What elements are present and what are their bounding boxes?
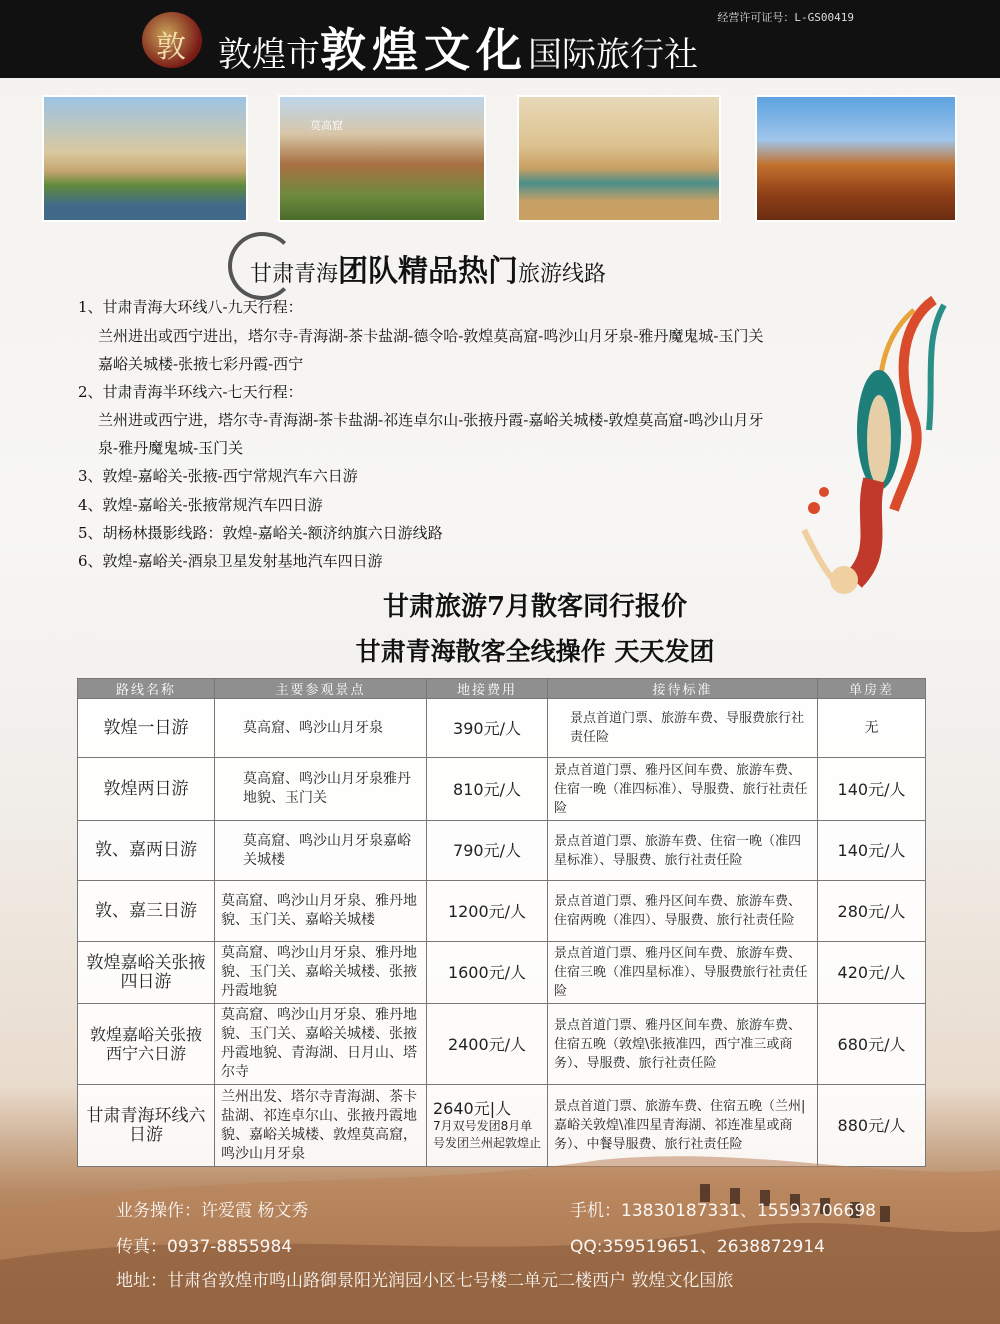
route-standard: 景点首道门票、雅丹区间车费、旅游车费、住宿五晚（敦煌\张掖准四，西宁准三或商务）、导服费、旅行社责任险 <box>548 1004 818 1085</box>
fee-value: 2400元/人 <box>447 1034 527 1054</box>
route-single-supplement: 420元/人 <box>818 942 926 1004</box>
route-standard: 景点首道门票、雅丹区间车费、旅游车费、住宿两晚（准四）、导服费、旅行社责任险 <box>548 881 818 942</box>
route-single-supplement: 140元/人 <box>818 821 926 881</box>
fee-value: 2640元|人 <box>433 1099 512 1118</box>
routes-title-main: 团队精品热门 <box>338 254 519 289</box>
fee-value: 1600元/人 <box>447 963 527 982</box>
route-fee <box>427 881 548 942</box>
photo-yardang <box>755 95 957 222</box>
contact-address: 地址：甘肃省敦煌市鸣山路御景阳光润园小区七号楼二单元二楼西户 敦煌文化国旅 <box>116 1271 734 1291</box>
contact-qq: QQ:359519651、2638872914 <box>570 1237 825 1257</box>
fee-value: 390元/人 <box>453 718 521 738</box>
route-standard: 景点首道门票、雅丹区间车费、旅游车费、住宿一晚（准四标准）、导服费、旅行社责任险 <box>548 758 818 821</box>
route-name: 敦、嘉两日游 <box>78 821 215 881</box>
route-line: 兰州进或西宁进，塔尔寺-青海湖-茶卡盐湖-祁连卓尔山-张掖丹霞-嘉峪关城楼-敦煌莫高窟-鸣沙山月牙 <box>98 411 764 429</box>
fee-note: 7月双号发团8月单号发团兰州起敦煌止 <box>433 1119 542 1150</box>
photo-mogao-caves <box>278 95 486 222</box>
route-name: 敦煌两日游 <box>78 758 215 821</box>
logo-glyph: 敦 <box>156 30 186 65</box>
route-line: 嘉峪关城楼-张掖七彩丹霞-西宁 <box>98 355 304 373</box>
route-name: 敦、嘉三日游 <box>78 881 215 942</box>
company-suffix: 国际旅行社 <box>528 35 698 75</box>
route-line: 4、敦煌-嘉峪关-张掖常规汽车四日游 <box>78 496 323 514</box>
license-number: 经营许可证号：L-GS00419 <box>717 11 854 24</box>
route-standard: 景点首道门票、雅丹区间车费、旅游车费、住宿三晚（准四星标准）、导服费旅行社责任险 <box>548 942 818 1004</box>
routes-title-suffix: 旅游线路 <box>518 262 607 287</box>
table-header-row <box>78 679 926 699</box>
route-single-supplement: 880元/人 <box>818 1085 926 1167</box>
route-fee <box>427 758 548 821</box>
col-header-sites: 主要参观景点 <box>215 679 427 699</box>
route-fee <box>427 1004 548 1085</box>
table-row <box>78 881 926 942</box>
header-bar <box>0 0 1000 78</box>
fee-value: 1200元/人 <box>447 901 527 921</box>
contact-phone: 手机：13830187331、15593706698 <box>570 1201 876 1221</box>
fee-value: 810元/人 <box>453 779 521 799</box>
table-row <box>78 699 926 758</box>
route-sites: 莫高窟、鸣沙山月牙泉嘉峪关城楼 <box>215 821 427 881</box>
route-fee <box>427 699 548 758</box>
route-sites: 莫高窟、鸣沙山月牙泉、雅丹地貌、玉门关、嘉峪关城楼、张掖丹霞地貌 <box>215 942 427 1004</box>
route-standard: 景点首道门票、旅游车费、导服费旅行社责任险 <box>548 699 818 758</box>
col-header-single-supplement: 单房差 <box>818 679 926 699</box>
company-logo <box>142 12 202 68</box>
route-line: 泉-雅丹魔鬼城-玉门关 <box>98 439 244 457</box>
routes-title-prefix: 甘肃青海 <box>250 262 339 287</box>
photo-crescent-lake <box>42 95 248 222</box>
route-single-supplement: 280元/人 <box>818 881 926 942</box>
route-line: 6、敦煌-嘉峪关-酒泉卫星发射基地汽车四日游 <box>78 552 383 570</box>
route-line: 兰州进出或西宁进出，塔尔寺-青海湖-茶卡盐湖-德令哈-敦煌莫高窟-鸣沙山月牙泉-雅丹魔鬼城-玉门关 <box>98 327 764 345</box>
photo-caption: 莫高窟 <box>310 119 343 132</box>
price-table <box>77 678 926 1167</box>
col-header-standard: 接待标准 <box>548 679 818 699</box>
table-row <box>78 821 926 881</box>
route-sites: 莫高窟、鸣沙山月牙泉雅丹地貌、玉门关 <box>215 758 427 821</box>
route-single-supplement: 680元/人 <box>818 1004 926 1085</box>
company-name <box>218 14 698 80</box>
route-single-supplement: 140元/人 <box>818 758 926 821</box>
route-sites: 兰州出发、塔尔寺青海湖、茶卡盐湖、祁连卓尔山、张掖丹霞地貌、嘉峪关城楼、敦煌莫高窟，鸣沙山月牙泉 <box>215 1085 427 1167</box>
route-single-supplement: 无 <box>818 699 926 758</box>
route-name: 敦煌一日游 <box>78 699 215 758</box>
route-name: 敦煌嘉峪关张掖四日游 <box>78 942 215 1004</box>
route-name: 敦煌嘉峪关张掖西宁六日游 <box>78 1004 215 1085</box>
route-standard: 景点首道门票、旅游车费、住宿一晚（准四星标准）、导服费、旅行社责任险 <box>548 821 818 881</box>
route-line: 2、甘肃青海半环线六-七天行程： <box>78 383 303 401</box>
company-prefix: 敦煌市 <box>218 35 320 75</box>
route-sites: 莫高窟、鸣沙山月牙泉 <box>215 699 427 758</box>
photo-oasis <box>517 95 721 222</box>
company-main: 敦煌文化 <box>320 23 528 77</box>
contact-operators: 业务操作：许爱霞 杨文秀 <box>116 1201 309 1221</box>
col-header-route: 路线名称 <box>78 679 215 699</box>
route-sites: 莫高窟、鸣沙山月牙泉、雅丹地貌、玉门关、嘉峪关城楼 <box>215 881 427 942</box>
price-subtitle: 甘肃青海散客全线操作 天天发团 <box>355 637 715 666</box>
route-line: 5、胡杨林摄影线路：敦煌-嘉峪关-额济纳旗六日游线路 <box>78 524 443 542</box>
route-sites: 莫高窟、鸣沙山月牙泉、雅丹地貌、玉门关、嘉峪关城楼、张掖丹霞地貌、青海湖、日月山、塔尔寺 <box>215 1004 427 1085</box>
table-row <box>78 758 926 821</box>
routes-title <box>250 246 606 290</box>
price-title: 甘肃旅游7月散客同行报价 <box>382 592 688 622</box>
table-row <box>78 1004 926 1085</box>
col-header-fee: 地接费用 <box>427 679 548 699</box>
table-row <box>78 942 926 1004</box>
route-standard: 景点首道门票、旅游车费、住宿五晚（兰州|嘉峪关敦煌\准四星青海湖、祁连准星或商务）、中餐导服费、旅行社责任险 <box>548 1085 818 1167</box>
route-name: 甘肃青海环线六日游 <box>78 1085 215 1167</box>
route-fee <box>427 821 548 881</box>
contact-fax: 传真：0937-8855984 <box>116 1237 293 1257</box>
route-line: 3、敦煌-嘉峪关-张掖-西宁常规汽车六日游 <box>78 467 358 485</box>
apsara-illustration <box>784 280 984 610</box>
route-line: 1、甘肃青海大环线八-九天行程： <box>78 298 303 316</box>
route-fee <box>427 942 548 1004</box>
fee-value: 790元/人 <box>453 841 521 860</box>
